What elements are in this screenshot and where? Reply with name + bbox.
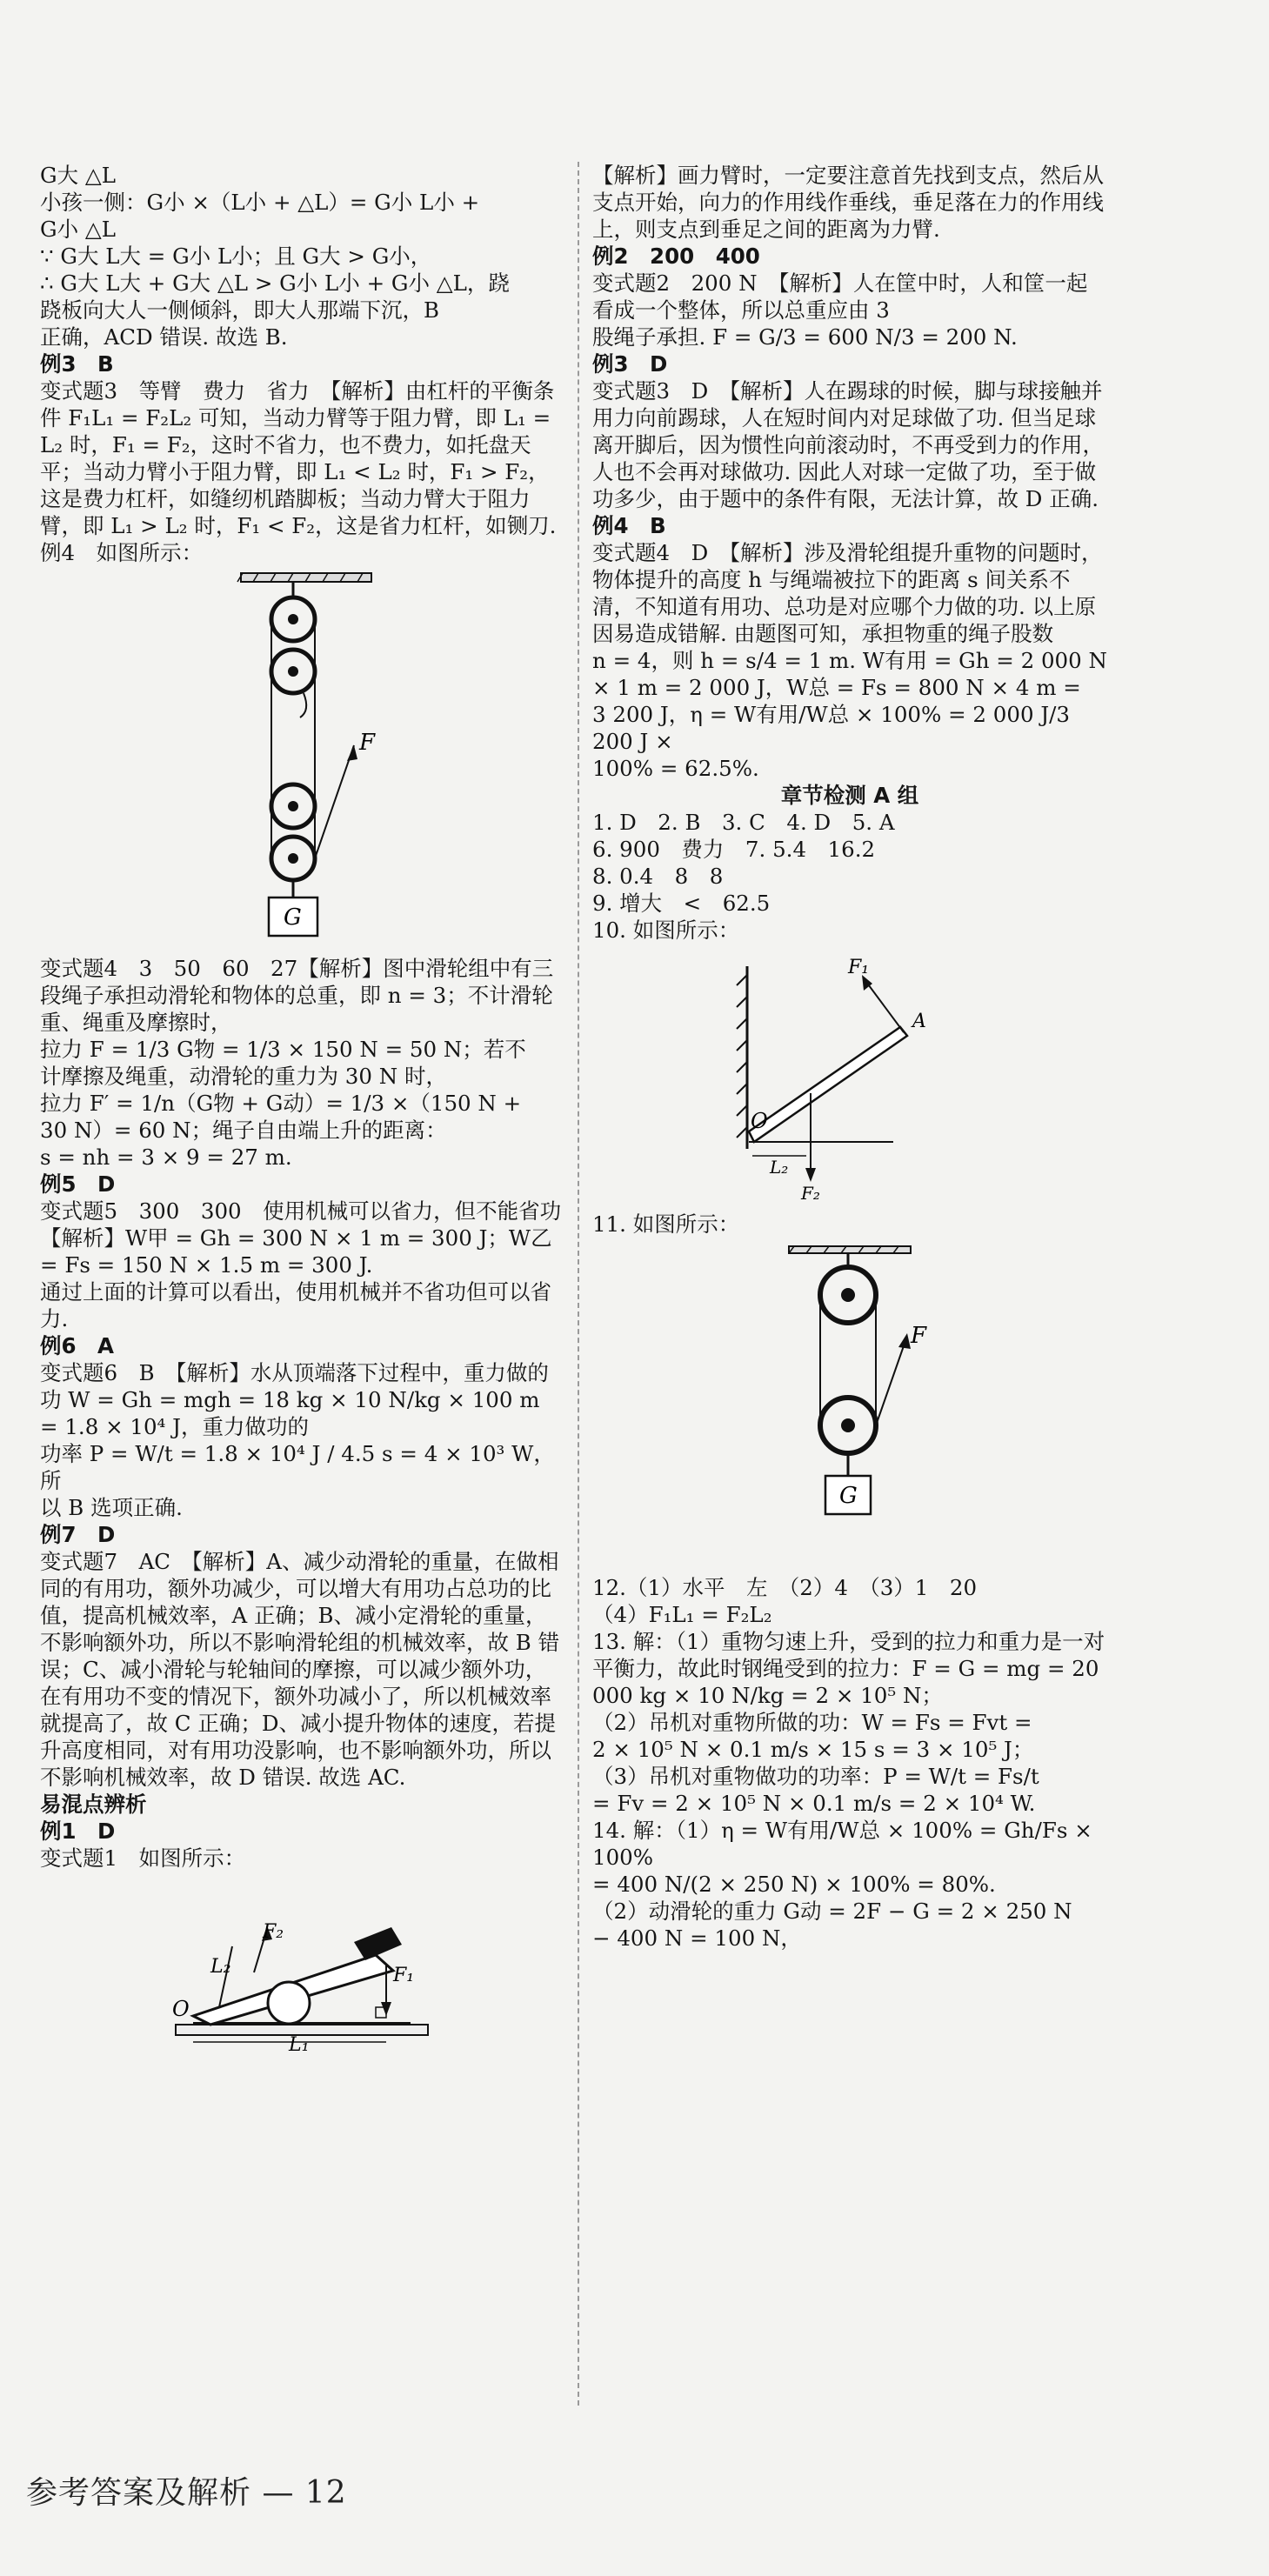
right-text-line: 章节检测 A 组	[780, 783, 919, 808]
right-text-line: 14. 解：（1）η = W有用/W总 × 100% = Gh/Fs × 100%	[592, 1818, 1099, 1870]
right-text-line: = Fv = 2 × 10⁵ N × 0.1 m/s = 2 × 10⁴ W.	[592, 1791, 1036, 1816]
right-text-line: 2 × 10⁵ N × 0.1 m/s × 15 s = 3 × 10⁵ J；	[592, 1737, 1034, 1762]
right-text-line: 股绳子承担. F = G/3 = 600 N/3 = 200 N.	[592, 324, 1018, 350]
left-text-line: 小孩一侧：G小 ×（L小 + △L）= G小 L小 +	[40, 190, 480, 215]
figure-lever2	[592, 949, 1107, 1207]
left-text-line: 跷板向大人一侧倾斜，即大人那端下沉，B	[40, 297, 440, 323]
l2-label: L₂	[210, 1956, 231, 1978]
left-text-line: 变式题6 B 【解析】水从顶端落下过程中，重力做的功 W = Gh = mgh = 18 kg × 10 N/kg × 100 m = 1.8 × 10⁴ J，重力做功的	[40, 1360, 549, 1439]
left-text-line: 例7 D	[40, 1522, 116, 1547]
left-text-line: 拉力 F = 1/3 G物 = 1/3 × 150 N = 50 N；若不	[40, 1037, 526, 1062]
left-text-line: 变式题4 3 50 60 27【解析】图中滑轮组中有三段绳子承担动滑轮和物体的总重，即 n = 3；不计滑轮重、绳重及摩擦时，	[40, 956, 554, 1035]
l1-label: L₁	[289, 2034, 310, 2051]
right-text-line: 【解析】画力臂时，一定要注意首先找到支点，然后从支点开始，向力的作用线作垂线，垂足落在力的作用线上，则支点到垂足之间的距离为力臂.	[592, 163, 1104, 242]
right-text-line: （2）吊机对重物所做的功：W = Fs = Fvt =	[592, 1710, 1032, 1735]
f2-label: F₂	[801, 1183, 820, 1201]
right-text-line: （2）动滑轮的重力 G动 = 2F − G = 2 × 250 N	[592, 1899, 1072, 1924]
figure-pulley2	[592, 1243, 1107, 1571]
f2-label: F₂	[263, 1921, 284, 1943]
force-label: F	[911, 1323, 927, 1349]
column-divider	[578, 162, 579, 2406]
pivot-label: O	[172, 1997, 190, 2021]
figure-lever1	[40, 1877, 564, 2057]
right-text-line: 例3 D	[592, 351, 668, 377]
right-text-line: 10. 如图所示：	[592, 918, 740, 943]
left-text-line: 变式题5 300 300 使用机械可以省力，但不能省功 【解析】W甲 = Gh = 300 N × 1 m = 300 J；W乙 = Fs = 150 N × 1.5 m = 300 J.	[40, 1198, 583, 1278]
pulley-system-figure	[189, 571, 415, 945]
left-text-line: 变式题7 AC 【解析】A、减少动滑轮的重量，在做相同的有用功，额外功减少，可以增大有用功占总功的比值，提高机械效率，A 正确；B、减小定滑轮的重量，不影响额外功，所以不影响滑轮组的机械效率，故 B 错误；C、减小滑轮与轮轴间的摩擦，可以减少额外功，在有用功不变的情况下，额外功减小了，所以机械效率就提高了，故 C 正确；D、减小提升物体的速度，若提升高度相同，对有用功没影响，也不影响额外功，所以不影响机械效率，故 D 错误. 故选 AC.	[40, 1549, 560, 1790]
pivot-label: O	[751, 1109, 768, 1133]
left-text-line: 30 N）= 60 N；绳子自由端上升的距离：	[40, 1118, 447, 1143]
weight-label: G	[839, 1483, 858, 1509]
lever-figure	[158, 1877, 445, 2051]
right-column	[592, 162, 1107, 1952]
left-text-line: G大 △L	[40, 163, 116, 188]
left-text-line: ∴ G大 L大 + G大 △L > G小 L小 + G小 △L，跷	[40, 270, 510, 296]
l2-label: L₂	[770, 1157, 789, 1178]
left-text-line: 例6 A	[40, 1333, 115, 1358]
left-text-line: 例5 D	[40, 1171, 116, 1197]
left-text-line: 正确，ACD 错误. 故选 B.	[40, 324, 288, 350]
point-a-label: A	[912, 1011, 926, 1032]
left-text-line: 功率 P = W/t = 1.8 × 10⁴ J / 4.5 s = 4 × 10³ W，所	[40, 1441, 555, 1493]
right-text-line: 3 200 J，η = W有用/W总 × 100% = 2 000 J/3 200 J ×	[592, 702, 1077, 754]
left-column	[40, 162, 583, 2060]
left-text-line: 变式题3 等臂 费力 省力 【解析】由杠杆的平衡条件 F₁L₁ = F₂L₂ 可知，当动力臂等于阻力臂，即 L₁ = L₂ 时，F₁ = F₂，这时不省力，也不费力，如托盘天平；当动力臂小于阻力臂，即 L₁ < L₂ 时，F₁ > F₂，这是费力杠杆，如缝纫机踏脚板；当动力臂大于阻力臂，即 L₁ > L₂ 时，F₁ < F₂，这是省力杠杆，如铡刀.	[40, 378, 558, 538]
left-text-line: s = nh = 3 × 9 = 27 m.	[40, 1145, 292, 1170]
left-text-line: G小 △L	[40, 217, 116, 242]
right-text-line: 9. 增大 < 62.5	[592, 891, 771, 916]
right-text-line: 11. 如图所示：	[592, 1211, 740, 1237]
right-text-line: 1. D 2. B 3. C 4. D 5. A	[592, 810, 895, 835]
right-text-line: 13. 解：（1）重物匀速上升，受到的拉力和重力是一对平衡力，故此时钢绳受到的拉力：F = G = mg = 20 000 kg × 10 N/kg = 2 × 10⁵ N；	[592, 1629, 1106, 1708]
left-text-line: 变式题1 如图所示：	[40, 1845, 246, 1871]
left-text-line: 通过上面的计算可以看出，使用机械并不省功但可以省力.	[40, 1279, 551, 1331]
right-text-line: 变式题4 D 【解析】涉及滑轮组提升重物的问题时，物体提升的高度 h 与绳端被拉下的距离 s 间关系不清，不知道有用功、总功是对应哪个力做的功. 以上原因易造成错解. 由题图可知，承担物重的绳子股数	[592, 540, 1103, 646]
right-text-line: 例4 B	[592, 513, 666, 538]
left-text-line: 以 B 选项正确.	[40, 1495, 183, 1520]
right-text-line: = 400 N/(2 × 250 N) × 100% = 80%.	[592, 1872, 996, 1897]
right-text-line: （4）F₁L₁ = F₂L₂	[592, 1602, 772, 1627]
right-text-line: − 400 N = 100 N，	[592, 1925, 802, 1951]
weight-label: G	[284, 904, 302, 931]
f1-label: F₁	[393, 1965, 415, 1986]
right-text-line: 6. 900 费力 7. 5.4 16.2	[592, 837, 876, 862]
page-footer: 参考答案及解析 — 12	[26, 2475, 347, 2511]
figure-pulley1	[40, 571, 564, 951]
right-text-line: 变式题2 200 N 【解析】人在筐中时，人和筐一起看成一个整体，所以总重应由 3	[592, 270, 1088, 323]
force-label: F	[359, 730, 376, 756]
left-text-line: ∵ G大 L大 = G小 L小；且 G大 > G小，	[40, 244, 432, 269]
right-text-line: 12.（1）水平 左 （2）4 （3）1 20	[592, 1575, 978, 1600]
left-text-line: 拉力 F′ = 1/n（G物 + G动）= 1/3 ×（150 N +	[40, 1091, 522, 1116]
pulley-figure	[745, 1243, 954, 1565]
wall-lever-figure	[711, 949, 989, 1201]
right-text-line: 变式题3 D 【解析】人在踢球的时候，脚与球接触并用力向前踢球，人在短时间内对足球做了功. 但当足球离开脚后，因为惯性向前滚动时，不再受到力的作用，人也不会再对球做功. 因此人对球一定做了功，至于做功多少，由于题中的条件有限，无法计算，故 D 正确.	[592, 378, 1104, 511]
left-text-line: 易混点辨析	[40, 1792, 147, 1817]
right-text-line: （3）吊机对重物做功的功率：P = W/t = Fs/t	[592, 1764, 1039, 1789]
right-text-line: n = 4，则 h = s/4 = 1 m. W有用 = Gh = 2 000 N	[592, 648, 1107, 673]
right-text-line: 8. 0.4 8 8	[592, 864, 724, 889]
left-text-line: 例1 D	[40, 1819, 116, 1844]
left-text-line: 例4 如图所示：	[40, 540, 204, 565]
left-text-line: 例3 B	[40, 351, 114, 377]
left-text-line: 计摩擦及绳重，动滑轮的重力为 30 N 时，	[40, 1064, 447, 1089]
f1-label: F₁	[848, 957, 870, 978]
right-text-line: 例2 200 400	[592, 244, 760, 269]
right-text-line: × 1 m = 2 000 J，W总 = Fs = 800 N × 4 m =	[592, 675, 1081, 700]
right-text-line: 100% = 62.5%.	[592, 756, 759, 781]
